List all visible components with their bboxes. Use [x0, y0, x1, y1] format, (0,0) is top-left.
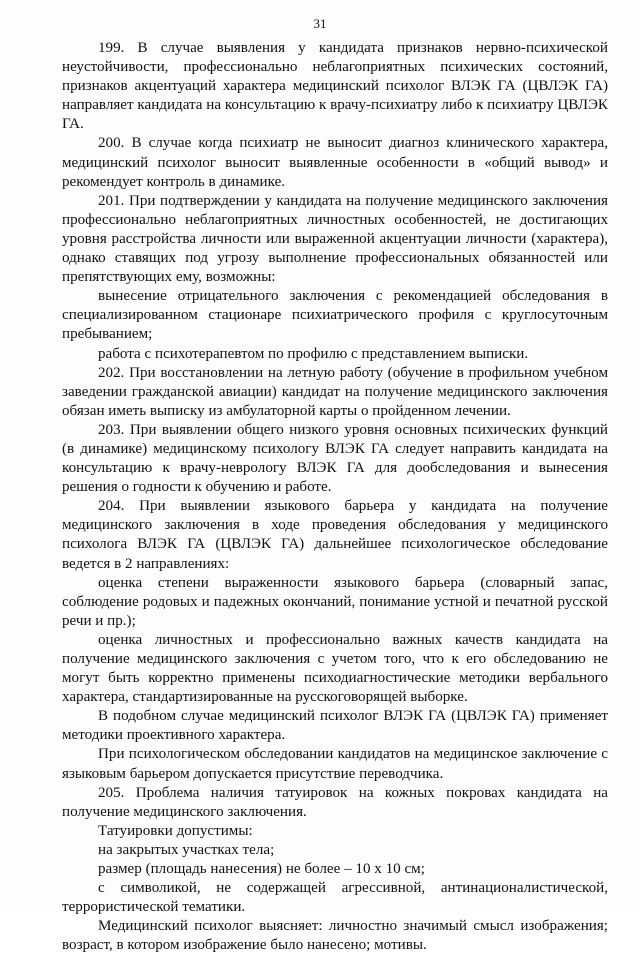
page-number: 31	[313, 16, 327, 31]
paragraph-205: 205. Проблема наличия татуировок на кожных покровах кандидата на получение медицинского заключения.	[62, 784, 608, 820]
paragraph-201: 201. При подтверждении у кандидата на получение медицинского заключения профессионально неблагоприятных личностных особенностей, не достигающих уровня расстройства личности или выраженной акцентуации личности (характера), однако ставящих под угрозу выполнение профессиональных обязанностей или препятствующих ему, возможны:	[62, 192, 608, 286]
paragraph-199: 199. В случае выявления у кандидата признаков нервно-психической неустойчивости, профессионально неблагоприятных психических состояний, признаков акцентуаций характера медицинский психолог ВЛЭК ГА (ЦВЛЭК ГА) направляет кандидата на консультацию к врачу-психиатру либо к психиатру ЦВЛЭК ГА.	[62, 40, 608, 133]
paragraph-204-interpreter: При психологическом обследовании кандидатов на медицинское заключение с языковым барьером допускается присутствие переводчика.	[62, 746, 608, 782]
paragraph-205-closed-areas: на закрытых участках тела;	[98, 841, 275, 858]
paragraph-204-direction-2: оценка личностных и профессионально важных качеств кандидата на получение медицинского заключения с учетом того, что к его обследованию не могут быть корректно применены психодиагностические методики вербального характера, стандартизированные на русскоговорящей выборке.	[62, 631, 608, 706]
paragraph-205-allowed: Татуировки допустимы:	[98, 822, 253, 839]
paragraph-205-psychologist: Медицинский психолог выясняет: личностно значимый смысл изображения; возраст, в котором изображение было нанесено; мотивы.	[62, 918, 608, 954]
paragraph-204: 204. При выявлении языкового барьера у кандидата на получение медицинского заключения в ходе проведения обследования у медицинского психолога ВЛЭК ГА (ЦВЛЭК ГА) дальнейшее психологическое обследование ведется в 2 направлениях:	[62, 498, 608, 572]
paragraph-204-projective: В подобном случае медицинский психолог ВЛЭК ГА (ЦВЛЭК ГА) применяет методики проективного характера.	[62, 708, 608, 744]
paragraph-202: 202. При восстановлении на летную работу (обучение в профильном учебном заведении гражданской авиации) кандидат на получение медицинского заключения обязан иметь выписку из амбулаторной карты о пройденном лечении.	[62, 364, 608, 419]
paragraph-203: 203. При выявлении общего низкого уровня основных психических функций (в динамике) медицинскому психологу ВЛЭК ГА следует направить кандидата на консультацию к врачу-неврологу ВЛЭК ГА для дообследования и вынесения решения о годности к обучению и работе.	[62, 421, 608, 496]
paragraph-201-option-1: вынесение отрицательного заключения с рекомендацией обследования в специализированном стационаре психиатрического профиля с круглосуточным пребыванием;	[62, 288, 608, 343]
paragraph-205-size: размер (площадь нанесения) не более – 10 х 10 см;	[98, 861, 425, 878]
paragraph-201-option-2: работа с психотерапевтом по профилю с представлением выписки.	[98, 345, 529, 362]
paragraph-204-direction-1: оценка степени выраженности языкового барьера (словарный запас, соблюдение родовых и падежных окончаний, понимание устной и печатной русской речи и пр.);	[62, 574, 608, 629]
paragraph-205-symbolism: с символикой, не содержащей агрессивной, антинационалистической, террористической тематики.	[62, 880, 608, 916]
document-body	[62, 39, 608, 956]
paragraph-200: 200. В случае когда психиатр не выносит диагноз клинического характера, медицинский психолог выносит выявленные особенности в «общий вывод» и рекомендует контроль в динамике.	[62, 135, 608, 190]
